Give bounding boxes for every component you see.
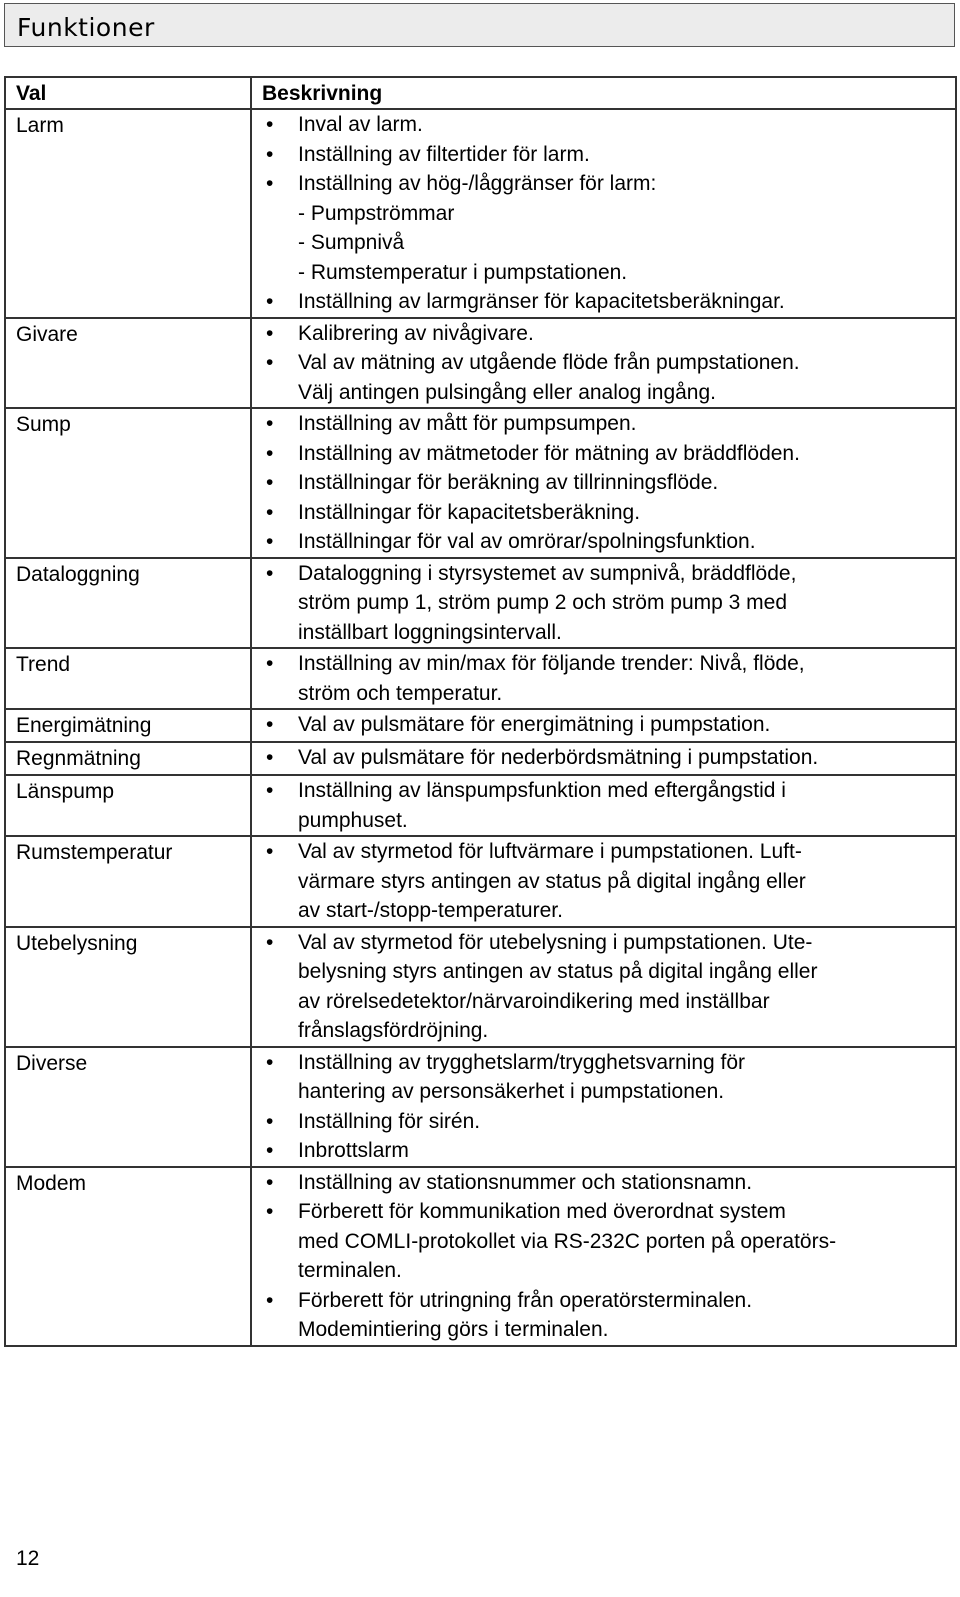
item-line: - Sumpnivå [298,231,405,254]
row-description [251,648,956,709]
item-line: Dataloggning i styrsystemet av sumpnivå, bräddflöde, [298,561,797,585]
functions-table [4,76,957,1347]
bullet-icon: • [266,1288,274,1312]
list-item [252,1136,955,1166]
list-item [252,559,955,648]
description-list [252,928,955,1046]
row-val: Dataloggning [5,558,251,649]
item-line: Inval av larm. [298,113,423,136]
list-item [252,1168,955,1198]
item-line: ström pump 1, ström pump 2 och ström pump 3 med [298,591,788,614]
bullet-icon: • [266,1050,274,1074]
bullet-icon: • [266,441,274,465]
bullet-icon: • [266,561,274,585]
item-line: Val av styrmetod för utebelysning i pumpstationen. Ute- [298,930,813,954]
item-line: Inställning av mått för pumpsumpen. [298,412,637,435]
bullet-icon: • [266,172,274,195]
row-description [251,775,956,836]
section-header [4,3,955,47]
table-row [5,408,956,558]
list-item [252,110,955,140]
table-row [5,109,956,318]
bullet-icon: • [266,321,274,345]
page-number: 12 [16,1547,40,1570]
list-item [252,649,955,708]
item-line: Val av pulsmätare för energimätning i pumpstation. [298,713,771,736]
table-row [5,742,956,775]
bullet-icon: • [266,1109,274,1133]
bullet-icon: • [266,351,274,374]
list-item [252,1197,955,1286]
list-item [252,287,955,317]
bullet-icon: • [266,530,274,553]
item-line: Val av styrmetod för luftvärmare i pumpstationen. Luft- [298,840,802,863]
item-line: Välj antingen pulsingång eller analog ingång. [298,380,716,404]
item-line: frånslagsfördröjning. [298,1019,489,1042]
bullet-icon: • [266,471,274,494]
row-description [251,408,956,558]
table-body [5,109,956,1346]
item-line: med COMLI-protokollet via RS-232C porten på operatörs- [298,1229,837,1253]
description-list [252,319,955,408]
row-val: Larm [5,109,251,318]
description-list [252,710,955,740]
item-line: Val av mätning av utgående flöde från pumpstationen. [298,351,800,374]
bullet-icon: • [266,1170,274,1194]
item-line: inställbart loggningsintervall. [298,620,562,644]
bullet-icon: • [266,1139,274,1162]
row-description [251,109,956,318]
item-line: Inställning för sirén. [298,1109,481,1133]
bullet-icon: • [266,930,274,954]
bullet-icon: • [266,142,274,166]
item-line: Inställning av larmgränser för kapacitetsberäkningar. [298,290,785,313]
description-list [252,1168,955,1345]
item-line: ström och temperatur. [298,681,503,705]
description-list [252,1048,955,1166]
item-line: Kalibrering av nivågivare. [298,321,534,345]
bullet-icon: • [266,412,274,435]
description-list [252,409,955,557]
list-item [252,928,955,1046]
item-line: Inställning av länspumpsfunktion med eftergångstid i [298,779,786,802]
section-title: Funktioner [17,13,155,42]
list-item [252,743,955,773]
list-item [252,439,955,469]
row-description [251,1047,956,1167]
list-item [252,409,955,439]
list-item [252,498,955,528]
list-item [252,710,955,740]
item-line: av rörelsedetektor/närvaroindikering med inställbar [298,989,770,1013]
item-line: Inställningar för beräkning av tillrinningsflöde. [298,471,719,494]
description-list [252,649,955,708]
item-line: pumphuset. [298,808,408,832]
table-row [5,318,956,409]
table-row [5,775,956,836]
table-row [5,558,956,649]
row-val: Modem [5,1167,251,1346]
row-val: Länspump [5,775,251,836]
row-description [251,927,956,1047]
table-header-row [5,77,956,109]
description-list [252,776,955,835]
table-row [5,709,956,742]
description-list [252,110,955,317]
item-line: Inställning av min/max för följande trender: Nivå, flöde, [298,652,805,675]
item-line: Inställning av mätmetoder för mätning av bräddflöden. [298,441,800,465]
list-item [252,169,955,287]
row-description [251,318,956,409]
item-line: Inställningar för kapacitetsberäkning. [298,500,641,524]
table-row [5,836,956,927]
row-val: Diverse [5,1047,251,1167]
row-description [251,742,956,775]
item-line: värmare styrs antingen av status på digital ingång eller [298,869,806,893]
list-item [252,776,955,835]
bullet-icon: • [266,1200,274,1223]
list-item [252,319,955,349]
row-val: Regnmätning [5,742,251,775]
table-row [5,1167,956,1346]
description-list [252,837,955,926]
table-row [5,927,956,1047]
row-val: Energimätning [5,709,251,742]
item-line: - Pumpströmmar [298,201,455,225]
item-line: belysning styrs antingen av status på digital ingång eller [298,960,818,983]
row-val: Givare [5,318,251,409]
item-line: terminalen. [298,1259,402,1282]
item-line: Förberett för utringning från operatörsterminalen. [298,1288,753,1312]
description-list [252,743,955,773]
bullet-icon: • [266,652,274,675]
row-val: Sump [5,408,251,558]
list-item [252,348,955,407]
item-line: Inställningar för val av omrörar/spolningsfunktion. [298,530,756,553]
bullet-icon: • [266,500,274,524]
row-description [251,836,956,927]
header-beskrivning: Beskrivning [251,77,956,109]
bullet-icon: • [266,840,274,863]
list-item [252,1048,955,1107]
bullet-icon: • [266,713,274,736]
list-item [252,468,955,498]
item-line: - Rumstemperatur i pumpstationen. [298,260,628,284]
row-description [251,1167,956,1346]
bullet-icon: • [266,779,274,802]
item-line: hantering av personsäkerhet i pumpstationen. [298,1080,725,1103]
item-line: Inställning av hög-/låggränser för larm: [298,172,657,195]
item-line: Förberett för kommunikation med överordnat system [298,1200,786,1223]
header-val: Val [5,77,251,109]
table-row [5,1047,956,1167]
table-row [5,648,956,709]
list-item [252,837,955,926]
list-item [252,1107,955,1137]
row-description [251,558,956,649]
item-line: av start-/stopp-temperaturer. [298,899,563,922]
row-description [251,709,956,742]
item-line: Modemintiering görs i terminalen. [298,1318,609,1341]
list-item [252,140,955,170]
list-item [252,527,955,557]
item-line: Inställning av stationsnummer och stationsnamn. [298,1170,753,1194]
bullet-icon: • [266,113,274,136]
row-val: Utebelysning [5,927,251,1047]
bullet-icon: • [266,290,274,313]
item-line: Inställning av trygghetslarm/trygghetsvarning för [298,1050,746,1074]
description-list [252,559,955,648]
row-val: Rumstemperatur [5,836,251,927]
item-line: Val av pulsmätare för nederbördsmätning i pumpstation. [298,746,819,769]
item-line: Inställning av filtertider för larm. [298,142,590,166]
row-val: Trend [5,648,251,709]
item-line: Inbrottslarm [298,1139,409,1162]
list-item [252,1286,955,1345]
bullet-icon: • [266,746,274,769]
